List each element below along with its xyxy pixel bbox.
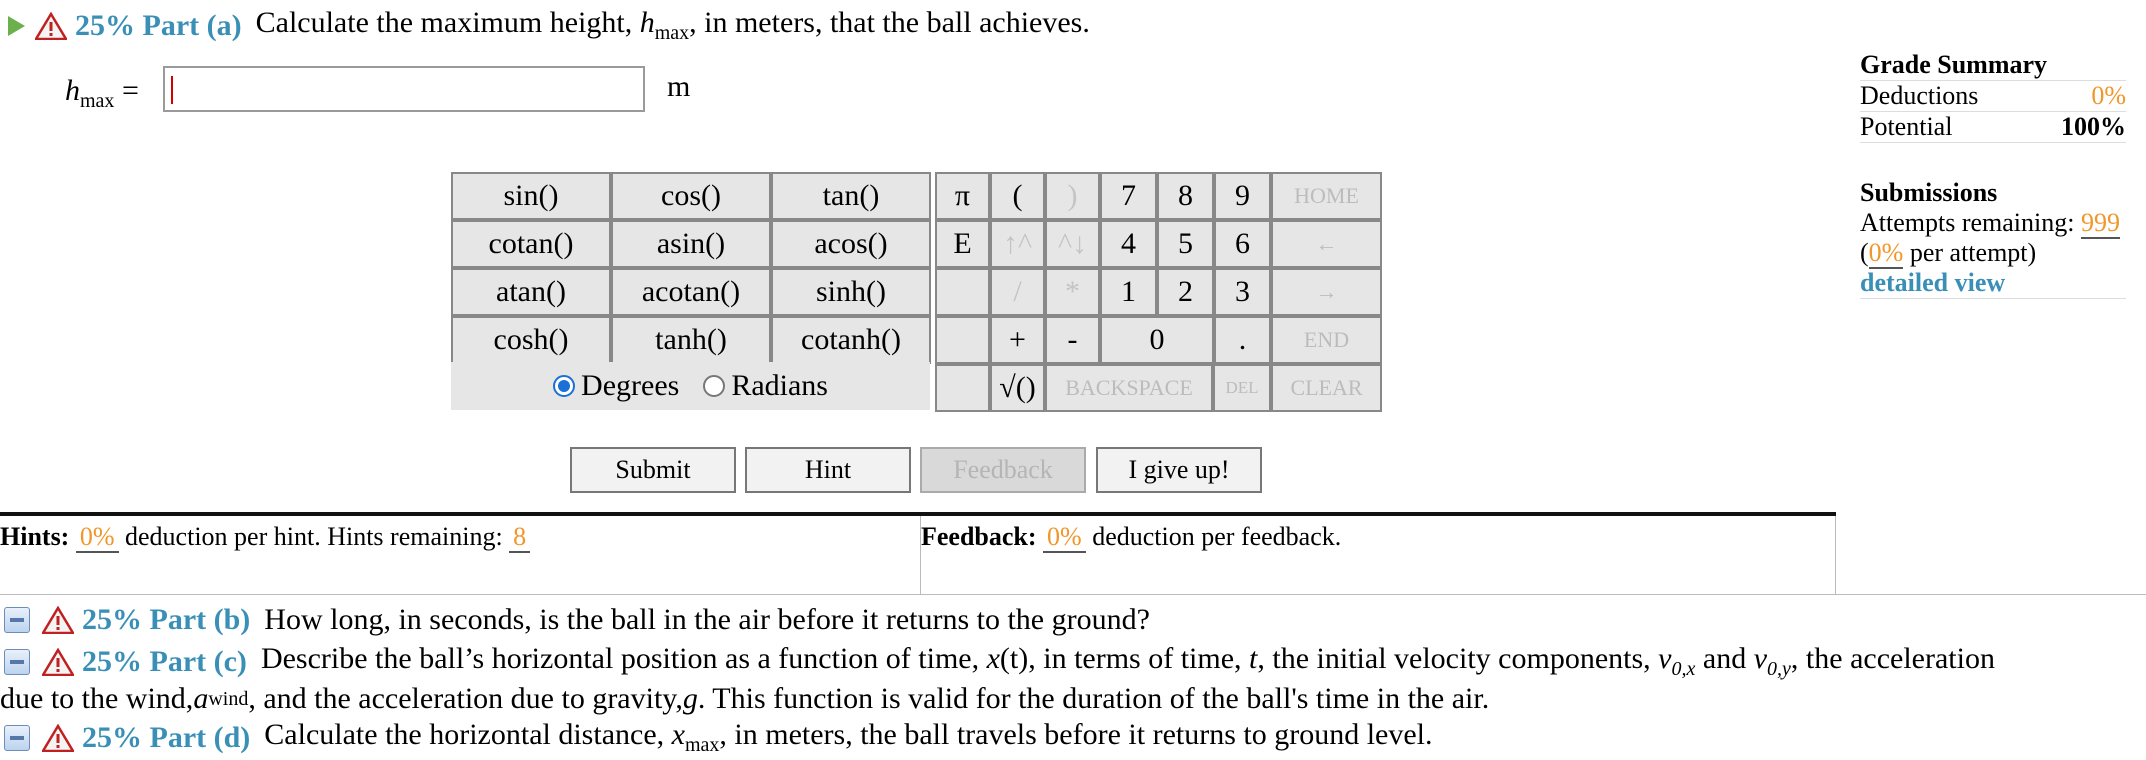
func-key-tanh[interactable]: tanh(): [611, 316, 771, 364]
sqrt-key[interactable]: √(): [990, 364, 1045, 412]
answer-input[interactable]: [163, 66, 645, 112]
hints-panel: [0, 516, 921, 594]
give-up-button[interactable]: I give up!: [1096, 447, 1262, 493]
func-key-sin[interactable]: sin(): [451, 172, 611, 220]
part-c-text: Describe the ball’s horizontal position as a function of time, x(t), in terms of time, t, the initial velocity components, $v_{0,x}$ and $v_{0,y}$, the acceleration: [260, 642, 1995, 680]
digit-5-key[interactable]: 5: [1157, 220, 1214, 268]
warning-icon: [42, 606, 74, 634]
digit-4-key[interactable]: 4: [1100, 220, 1157, 268]
radians-radio[interactable]: [703, 375, 725, 397]
digit-1-key[interactable]: 1: [1100, 268, 1157, 316]
digit-9-key[interactable]: 9: [1214, 172, 1271, 220]
end-key: END: [1271, 316, 1382, 364]
digit-6-key[interactable]: 6: [1214, 220, 1271, 268]
digit-3-key[interactable]: 3: [1214, 268, 1271, 316]
potential-label: Potential: [1860, 112, 1953, 141]
part-a-text: Calculate the maximum height, $h_{max}$, in meters, that the ball achieves.: [255, 6, 1090, 44]
hints-remaining: 8: [509, 522, 530, 553]
attempts-label: Attempts remaining:: [1860, 208, 2075, 237]
e-key[interactable]: E: [935, 220, 990, 268]
delete-key: DEL: [1213, 364, 1271, 412]
func-key-cosh[interactable]: cosh(): [451, 316, 611, 364]
answer-label: $h_{max}$ =: [65, 74, 139, 112]
func-key-atan[interactable]: atan(): [451, 268, 611, 316]
part-c-text-line2: due to the wind, a wind , and the acceleration due to gravity, g . This function is valid for the duration of the ball's time in the air.: [0, 682, 1490, 715]
feedback-deduction-pct: 0%: [1043, 522, 1086, 553]
per-attempt-text: per attempt): [1903, 238, 2037, 267]
part-c-percent: 25% Part (c): [82, 644, 247, 678]
submissions-panel: [1860, 178, 2126, 299]
cursor-right-key: →: [1271, 268, 1382, 316]
deductions-value: 0%: [2091, 81, 2126, 110]
per-attempt-open: (: [1860, 238, 1869, 267]
angle-mode-bar: [451, 362, 930, 410]
unit-label: m: [667, 70, 691, 103]
hints-text: deduction per hint. Hints remaining:: [125, 522, 503, 551]
blank-key: [935, 316, 990, 364]
backspace-key: BACKSPACE: [1045, 364, 1213, 412]
section-divider: [0, 594, 2146, 595]
part-b-text: How long, in seconds, is the ball in the air before it returns to the ground?: [264, 603, 1150, 636]
clear-key: CLEAR: [1271, 364, 1382, 412]
collapse-icon[interactable]: [4, 649, 30, 675]
func-key-cos[interactable]: cos(): [611, 172, 771, 220]
part-b-percent: 25% Part (b): [82, 603, 251, 636]
hint-button[interactable]: Hint: [745, 447, 911, 493]
submissions-title: Submissions: [1860, 178, 1998, 207]
grade-summary: [1860, 50, 2126, 143]
func-key-sinh[interactable]: sinh(): [771, 268, 931, 316]
attempts-value: 999: [2080, 208, 2120, 237]
part-a-header: [0, 6, 1090, 45]
part-a-percent: 25% Part (a): [75, 8, 242, 42]
radians-label: Radians: [731, 369, 828, 402]
digit-7-key[interactable]: 7: [1100, 172, 1157, 220]
digit-2-key[interactable]: 2: [1157, 268, 1214, 316]
feedback-button: Feedback: [920, 447, 1086, 493]
right-paren-key: ): [1045, 172, 1100, 220]
collapse-icon[interactable]: [4, 725, 30, 751]
blank-key: [935, 268, 990, 316]
hints-label: Hints:: [0, 522, 70, 551]
cursor-left-key: ←: [1271, 220, 1382, 268]
part-b-header: [0, 603, 1150, 637]
part-d-percent: 25% Part (d): [82, 720, 251, 754]
detailed-view-link[interactable]: detailed view: [1860, 268, 2126, 299]
feedback-label: Feedback:: [921, 522, 1037, 551]
text-caret: [171, 76, 173, 104]
digit-8-key[interactable]: 8: [1157, 172, 1214, 220]
decimal-key[interactable]: .: [1214, 316, 1271, 364]
feedback-text: deduction per feedback.: [1092, 522, 1342, 551]
part-d-text: Calculate the horizontal distance, $x_{max}$, in meters, the ball travels before it returns to ground level.: [264, 718, 1433, 756]
submit-button[interactable]: Submit: [570, 447, 736, 493]
digit-0-key[interactable]: 0: [1100, 316, 1214, 364]
exponent-down-key: ^↓: [1045, 220, 1100, 268]
multiply-key: *: [1045, 268, 1100, 316]
divide-key: /: [990, 268, 1045, 316]
warning-icon: [42, 724, 74, 752]
part-d-header: [0, 718, 1433, 757]
func-key-cotanh[interactable]: cotanh(): [771, 316, 931, 364]
minus-key[interactable]: -: [1045, 316, 1100, 364]
home-key: HOME: [1271, 172, 1382, 220]
expand-arrow-icon[interactable]: [8, 16, 25, 36]
func-key-acos[interactable]: acos(): [771, 220, 931, 268]
plus-key[interactable]: +: [990, 316, 1045, 364]
func-key-asin[interactable]: asin(): [611, 220, 771, 268]
left-paren-key[interactable]: (: [990, 172, 1045, 220]
degrees-radio[interactable]: [553, 375, 575, 397]
deductions-label: Deductions: [1860, 81, 1979, 110]
per-attempt-pct: 0%: [1868, 238, 1904, 267]
feedback-panel: [921, 516, 1836, 594]
warning-icon: [42, 648, 74, 676]
exponent-up-key: ↑^: [990, 220, 1045, 268]
warning-icon: [35, 12, 67, 40]
func-key-acotan[interactable]: acotan(): [611, 268, 771, 316]
collapse-icon[interactable]: [4, 607, 30, 633]
hint-deduction-pct: 0%: [76, 522, 119, 553]
func-key-cotan[interactable]: cotan(): [451, 220, 611, 268]
potential-value: 100%: [2061, 112, 2126, 141]
blank-key: [935, 364, 990, 412]
func-key-tan[interactable]: tan(): [771, 172, 931, 220]
grade-summary-title: Grade Summary: [1860, 50, 2126, 81]
degrees-label: Degrees: [581, 369, 680, 402]
pi-key[interactable]: π: [935, 172, 990, 220]
part-c-header: [0, 642, 1995, 681]
